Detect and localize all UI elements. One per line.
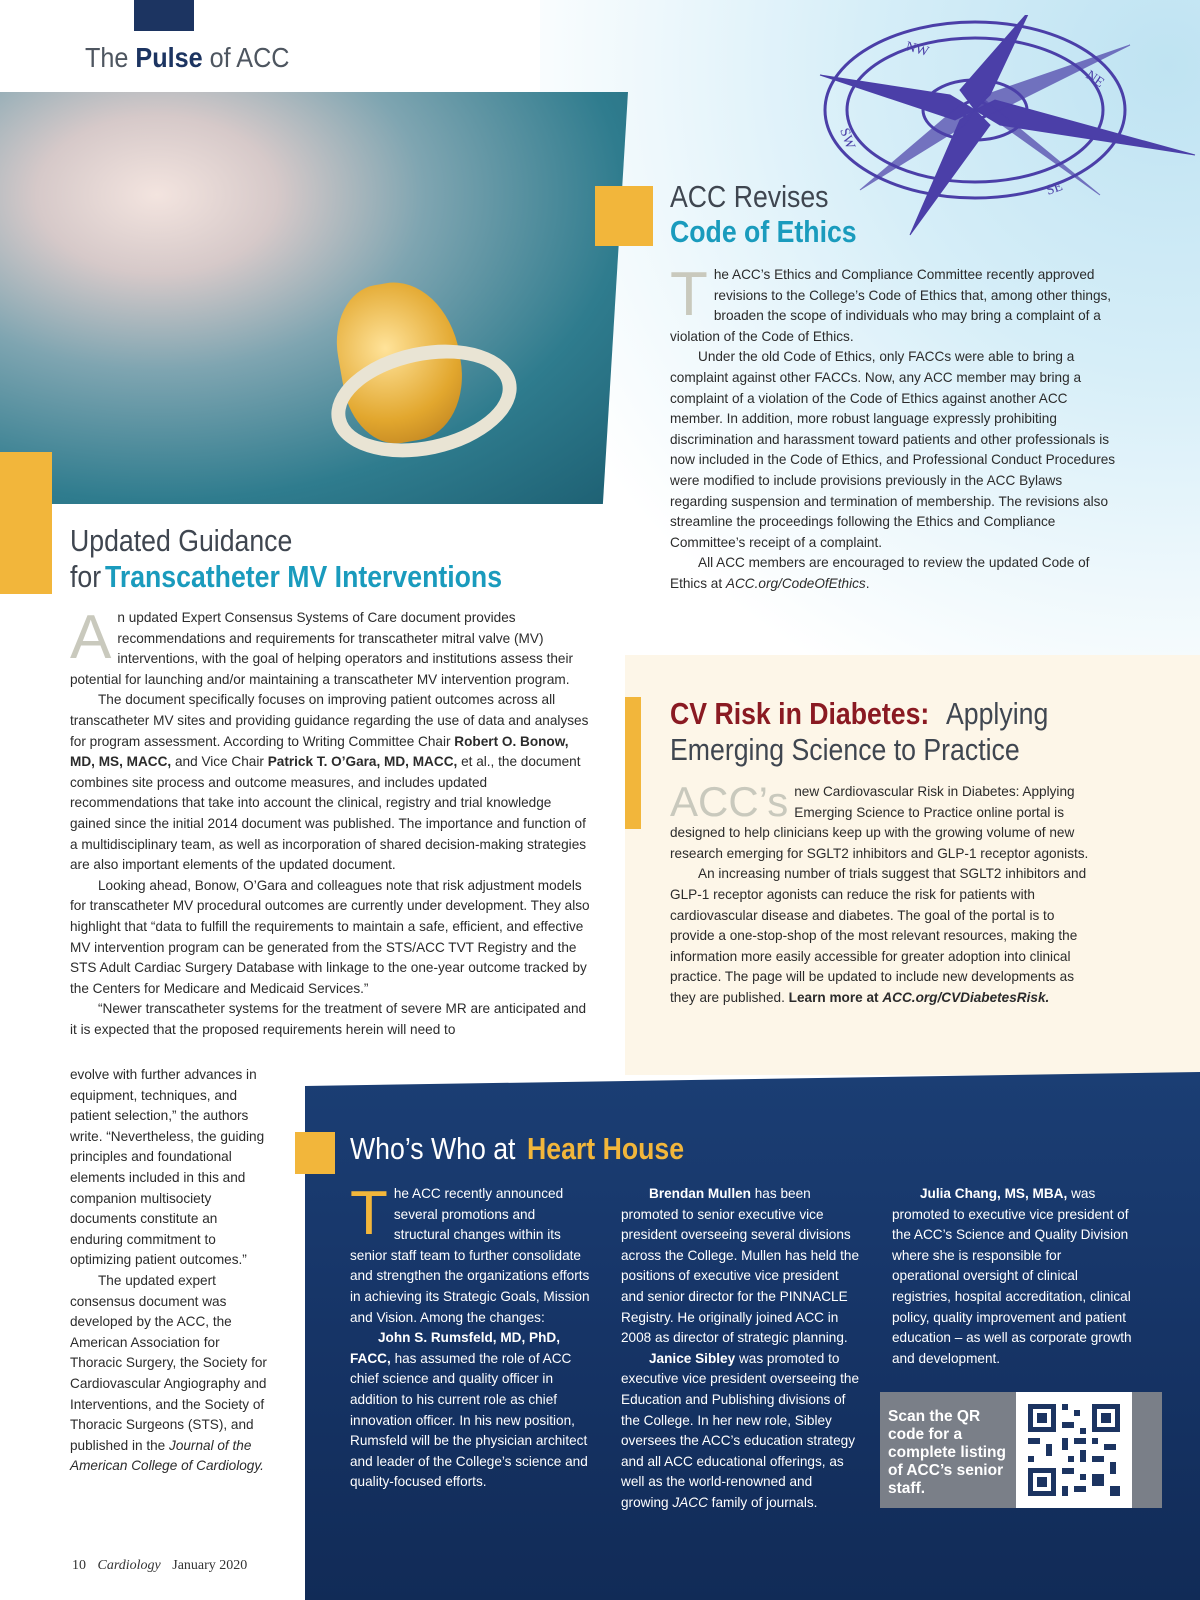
ethics-dropcap: T — [670, 260, 708, 329]
diabetes-title-rest: Applying — [945, 696, 1049, 731]
diabetes-paragraph-2 — [670, 864, 1090, 1008]
diabetes-link[interactable]: ACC.org/CVDiabetesRisk. — [882, 989, 1050, 1005]
sibley-name: Janice Sibley — [649, 1350, 736, 1366]
guidance-body — [70, 603, 594, 1040]
guidance-p2-c: et al., the document combines site process and outcome measures, and includes updated recommendations that take into account the clinical, registry and trial knowledge gained since the initial 2014 document was published. The importance and function of a multidisciplinary team, as well as incorporation of shared decision-making strategies are also important elements of the updated document. — [70, 754, 587, 873]
chang-name: Julia Chang, MS, MBA, — [920, 1186, 1068, 1201]
whos-who-accent-square — [295, 1132, 335, 1174]
diabetes-title-bold: CV Risk in Diabetes: — [670, 696, 930, 731]
rumsfeld-name: John S. Rumsfeld, MD, PhD, FACC, — [350, 1330, 561, 1366]
qr-label: Scan the QR code for a complete listing of ACC’s senior staff. — [888, 1408, 1006, 1497]
guidance-paragraph-3: Looking ahead, Bonow, O’Gara and colleagues note that risk adjustment models for transcatheter MV procedural outcomes are currently under development. They also highlight that “data to fulfill the requirements to maintain a safe, efficient, and effective MV intervention program can be generated from the STS/ACC TVT Registry and the STS Adult Cardiac Surgery Database with linkage to the one-year outcome tracked by the Centers for Medicare and Medicaid Services.” — [70, 877, 590, 996]
guidance-body-narrow — [70, 1065, 270, 1477]
ethics-p3-end: . — [865, 575, 870, 591]
compass-label-se: SE — [1044, 179, 1065, 199]
ethics-paragraph-3 — [670, 553, 1118, 594]
magazine-name: Cardiology — [97, 1558, 161, 1573]
whos-who-mullen — [621, 1184, 861, 1349]
whos-who-column-2 — [621, 1184, 861, 1514]
mullen-name: Brendan Mullen — [649, 1186, 751, 1201]
guidance-title-line1: Updated Guidance — [70, 523, 293, 558]
ethics-accent-square — [595, 186, 653, 246]
guidance-p5-text: The updated expert consensus document was developed by the ACC, the American Association for Thoracic Surgery, the Society for Cardiovascular Angiography and Interventions, and the Society of Thoracic Surgeons (STS), and published in the — [70, 1272, 267, 1453]
qr-code-icon[interactable] — [1016, 1392, 1132, 1508]
ethics-link[interactable]: ACC.org/CodeOfEthics — [725, 575, 866, 591]
diabetes-body — [670, 778, 1090, 1009]
ethics-paragraph-2: Under the old Code of Ethics, only FACCs were able to bring a complaint against other FACCs. Now, any ACC member may bring a complaint of a violation of the Code of Ethics against another ACC member. In addition, more robust language expressly prohibiting discrimination and harassment toward patients and other professionals is now included in the Code of Ethics, and Professional Conduct Procedures were modified to include provisions previously in the ACC Bylaws regarding suspension and termination of membership. The revisions also streamline the proceedings following the Ethics and Compliance Committee’s receipt of a complaint. — [670, 349, 1116, 550]
diabetes-learn-more: Learn more at — [788, 989, 879, 1005]
guidance-p5-journal: Journal of the American College of Cardiology. — [70, 1437, 264, 1474]
guidance-p2-name1: Robert O. Bonow, MD, MS, MACC, — [70, 733, 569, 770]
ethics-title-line1: ACC Revises — [670, 179, 829, 214]
whos-who-column-1 — [350, 1179, 590, 1493]
ethics-paragraph-1: he ACC’s Ethics and Compliance Committee recently approved revisions to the College’s Code of Ethics that, among other things, broaden the scope of individuals who may bring a complaint of a violation of the Code of Ethics. — [670, 267, 1112, 344]
guidance-paragraph-1: n updated Expert Consensus Systems of Care document provides recommendations and requirements for transcatheter mitral valve (MV) interventions, with the goal of helping operators and institutions assess their potential for launching and/or maintaining a transcatheter MV intervention program. — [70, 610, 574, 687]
whos-who-title-pre: Who’s Who at — [350, 1131, 516, 1166]
diabetes-title-line2: Emerging Science to Practice — [670, 732, 1020, 767]
guidance-p2-a: The document specifically focuses on improving patient outcomes across all transcatheter MV sites and providing guidance regarding the use of data and analyses for program assessment. According to Writing Committee Chair — [70, 692, 589, 749]
diabetes-lead-big: ACC’s — [670, 778, 789, 825]
page-footer — [72, 1558, 247, 1574]
masthead — [85, 42, 289, 74]
compass-rose-icon — [800, 15, 1200, 255]
ethics-p3-text: All ACC members are encouraged to review the updated Code of Ethics at — [670, 555, 1090, 591]
valve-photo — [0, 92, 628, 504]
ethics-title-line2: Code of Ethics — [670, 214, 857, 249]
whos-who-column-3 — [892, 1184, 1132, 1369]
compass-label-nw: NW — [903, 39, 931, 60]
masthead-bold: Pulse — [135, 42, 203, 73]
issue-date: January 2020 — [172, 1558, 248, 1573]
guidance-p2-name2: Patrick T. O’Gara, MD, MACC, — [267, 754, 458, 770]
chang-text: was promoted to executive vice president of the ACC’s Science and Quality Division where she is responsible for operational oversight of clinical registries, hospital accreditation, clinical policy, quality improvement and patient education – as well as corporate growth and development. — [892, 1186, 1132, 1366]
diabetes-title-line1 — [670, 697, 1065, 731]
guidance-paragraph-4a: “Newer transcatheter systems for the treatment of severe MR are anticipated and it is expected that the proposed requirements herein will need to — [70, 1001, 587, 1037]
guidance-title-line2 — [70, 560, 566, 594]
guidance-dropcap: A — [70, 603, 112, 672]
whos-who-sibley — [621, 1349, 861, 1514]
whos-who-rumsfeld — [350, 1328, 590, 1493]
qr-code-graphic — [1016, 1392, 1132, 1508]
diabetes-paragraph-1: new Cardiovascular Risk in Diabetes: Applying Emerging Science to Practice online portal is designed to help clinicians keep up with the growing volume of new research emerging for SGLT2 inhibitors and GLP-1 receptor agonists. — [670, 784, 1089, 861]
page-number: 10 — [72, 1558, 86, 1573]
mullen-text: has been promoted to senior executive vice president overseeing several divisions across the College. Mullen has held the positions of executive vice president and senior director for the PINNACLE Registry. He originally joined ACC in 2008 as director of strategic planning. — [621, 1186, 860, 1346]
diabetes-p2-text: An increasing number of trials suggest that SGLT2 inhibitors and GLP-1 receptor agonists can reduce the risk for patients with cardiovascular disease and diabetes. The goal of the portal is to provide a one-stop-shop of the most relevant resources, making the information more easily accessible for greater adoption into clinical practice. The page will be updated to include new developments as they are published. — [670, 866, 1087, 1005]
diabetes-accent-bar — [625, 697, 641, 829]
ethics-body — [670, 260, 1118, 595]
whos-who-title — [350, 1132, 709, 1166]
left-accent-block — [0, 452, 52, 594]
jacc-title: JACC — [672, 1494, 708, 1510]
guidance-title-for: for — [70, 559, 102, 594]
compass-label-sw: SW — [836, 126, 858, 152]
guidance-p2-b: and Vice Chair — [174, 754, 264, 770]
whos-who-chang — [892, 1184, 1132, 1369]
header-color-bar — [134, 0, 194, 31]
whos-who-title-bold: Heart House — [526, 1131, 684, 1166]
rumsfeld-text: has assumed the role of ACC chief science and quality officer in addition to his current role as chief innovation officer. In his new position, Rumsfeld will be the physician architect and leader of the College’s science and quality-focused efforts. — [350, 1350, 588, 1490]
guidance-paragraph-5 — [70, 1271, 270, 1477]
guidance-paragraph-4b: evolve with further advances in equipment, techniques, and patient selection,” the authors write. “Nevertheless, the guiding principles and foundational elements included in this and companion multisociety documents constitute an enduring commitment to optimizing patient outcomes.” — [70, 1067, 265, 1268]
whos-who-intro: he ACC recently announced several promotions and structural changes within its senior staff team to further consolidate and strengthen the organizations efforts in achieving its Strategic Goals, Mission and Vision. Among the changes: — [350, 1186, 590, 1325]
sibley-text: was promoted to executive vice president overseeing the Education and Publishing divisions of the College. In her new role, Sibley oversees the ACC’s education strategy and all ACC educational offerings, as well as the world-renowned and growing — [621, 1350, 860, 1510]
sibley-text-end: family of journals. — [711, 1494, 818, 1510]
whos-who-dropcap: T — [350, 1179, 388, 1248]
masthead-post: of ACC — [209, 42, 290, 73]
guidance-title-bold: Transcatheter MV Interventions — [104, 559, 502, 594]
masthead-pre: The — [85, 42, 129, 73]
guidance-paragraph-2 — [70, 690, 594, 875]
compass-label-ne: NE — [1082, 67, 1107, 91]
